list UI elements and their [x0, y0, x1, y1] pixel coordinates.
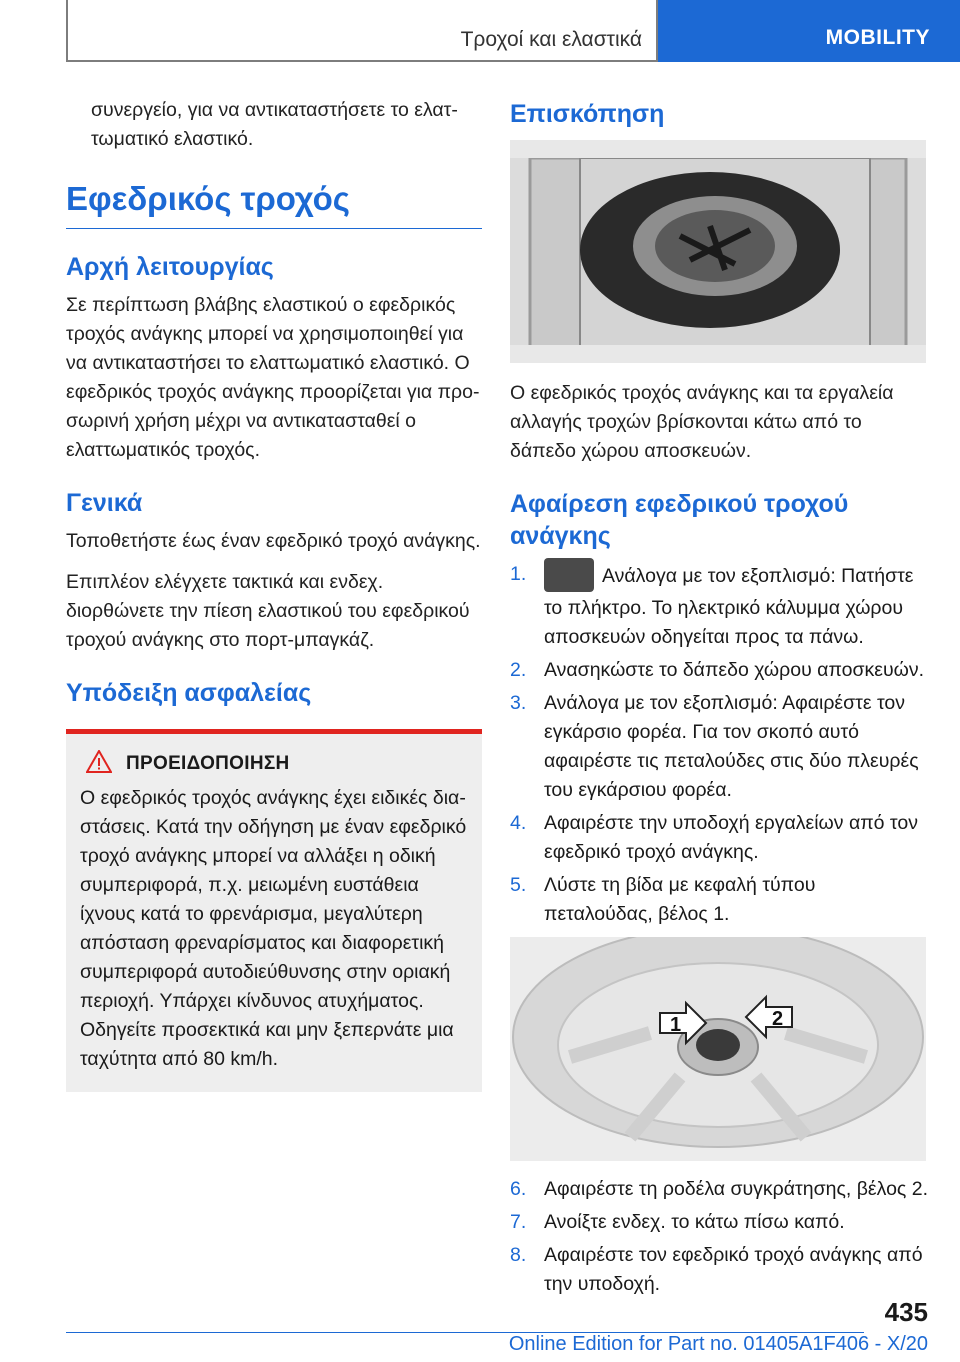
page-header	[0, 0, 960, 66]
warning-triangle-icon	[86, 750, 112, 778]
step-item	[510, 809, 928, 867]
step-number: 3.	[510, 692, 527, 714]
general-paragraph-1: Τοποθετήστε έως έναν εφεδρικό τροχό ανάγκης.	[66, 530, 481, 552]
step-text: Αφαιρέστε τη ροδέλα συγκράτησης, βέλος 2.	[544, 1178, 929, 1200]
step-item	[510, 560, 928, 652]
step-number: 4.	[510, 812, 527, 834]
trunk-floor-button-icon	[544, 558, 594, 592]
step-text: Ανασηκώστε το δάπεδο χώρου αποσκευών.	[544, 659, 925, 681]
step-number: 6.	[510, 1178, 527, 1200]
step-item	[510, 871, 928, 929]
arrow-1-label: 1	[670, 1014, 682, 1036]
overview-caption: Ο εφεδρικός τροχός ανάγκης και τα εργαλεία αλλαγής τροχών βρίσκονται κάτω από το δάπεδο χώρου αποσκευών.	[510, 382, 894, 462]
step-item	[510, 689, 928, 805]
remove-heading: Αφαίρεση εφεδρικού τροχού ανάγκης	[510, 490, 849, 550]
chapter-heading: Εφεδρικός τροχός	[66, 180, 482, 229]
warning-box	[66, 729, 482, 1092]
edition-label: Online Edition for Part no. 01405A1F406 - X/20	[508, 1333, 928, 1355]
principle-paragraph: Σε περίπτωση βλάβης ελαστικού ο εφεδρικός τροχός ανάγκης μπορεί να χρησιμοποιηθεί για να αντικαταστήσει το ελαττωματικό ελαστικό. Ο εφεδρικός τροχός ανάγκης προορίζεται για προσωρινή χρήση μέχρι να αντικατασταθεί ο ελαττωματικός τροχός.	[66, 294, 480, 461]
section-title: Τροχοί και ελαστικά	[460, 28, 642, 51]
principle-heading: Αρχή λειτουργίας	[66, 253, 274, 281]
steps-list-a	[510, 560, 928, 929]
step-number: 5.	[510, 874, 527, 896]
right-column	[510, 96, 928, 1303]
step-item	[510, 1208, 928, 1237]
warning-title: ΠΡΟΕΙΔΟΠΟΙΗΣΗ	[126, 753, 290, 774]
step-number: 8.	[510, 1244, 527, 1266]
safety-heading: Υπόδειξη ασφαλείας	[66, 679, 312, 707]
step-number: 7.	[510, 1211, 527, 1233]
step-item	[510, 1175, 928, 1204]
step-item	[510, 1241, 928, 1299]
mobility-tab[interactable]	[658, 0, 960, 62]
trunk-spare-wheel-photo	[510, 140, 926, 363]
left-column	[66, 96, 482, 1092]
mobility-tab-label: MOBILITY	[825, 26, 930, 49]
step-item	[510, 656, 928, 685]
step-text: Αφαιρέστε τον εφεδρικό τροχό ανάγκης από την υποδοχή.	[544, 1244, 923, 1295]
step-number: 1.	[510, 563, 527, 585]
steps-list-b	[510, 1175, 928, 1299]
general-heading: Γενικά	[66, 489, 143, 517]
warning-text: Ο εφεδρικός τροχός ανάγκης έχει ειδικές διαστάσεις. Κατά την οδήγηση με έναν εφεδρικό τροχό ανάγκης μπορεί να αλλάξει η οδική συμπεριφορά, π.χ. μειωμένη ευστάθεια ίχνους κατά το φρενάρισμα, μεγαλύτερη απόσταση φρεναρίσματος και διαφορετική συμπεριφορά αυτοδιεύθυνσης στην οριακή περιοχή. Υπάρχει κίνδυνος ατυχήματος. Οδηγείτε προσεκτικά και μην ξεπερνάτε μια ταχύτητα από 80 km/h.	[80, 787, 467, 1070]
step-number: 2.	[510, 659, 527, 681]
intro-paragraph: συνεργείο, για να αντικαταστήσετε το ελαττωματικό ελαστικό.	[91, 99, 458, 150]
step-text: Λύστε τη βίδα με κεφαλή τύπου πεταλούδας, βέλος 1.	[544, 874, 816, 925]
page-number: 435	[884, 1297, 928, 1327]
step-text: Ανοίξτε ενδεχ. το κάτω πίσω καπό.	[544, 1211, 845, 1233]
arrow-2-label: 2	[772, 1008, 784, 1030]
step-text: Ανάλογα με τον εξοπλισμό: Αφαιρέστε τον εγκάρσιο φορέα. Για τον σκοπό αυτό αφαιρέστε τις πεταλούδες στις δύο πλευρές του εγκάρσιου φορέα.	[544, 692, 919, 801]
step-text: Ανάλογα με τον εξοπλισμό: Πατήστε το πλήκτρο. Το ηλεκτρικό κάλυμμα χώρου αποσκευών οδηγείται προς τα πάνω.	[544, 565, 914, 648]
overview-heading: Επισκόπηση	[510, 100, 665, 128]
wheel-hub-illustration	[510, 937, 926, 1161]
step-text: Αφαιρέστε την υποδοχή εργαλείων από τον εφεδρικό τροχό ανάγκης.	[544, 812, 918, 863]
general-paragraph-2: Επιπλέον ελέγχετε τακτικά και ενδεχ. διορθώνετε την πίεση ελαστικού του εφεδρικού τροχού ανάγκης στο πορτ-μπαγκάζ.	[66, 571, 470, 651]
